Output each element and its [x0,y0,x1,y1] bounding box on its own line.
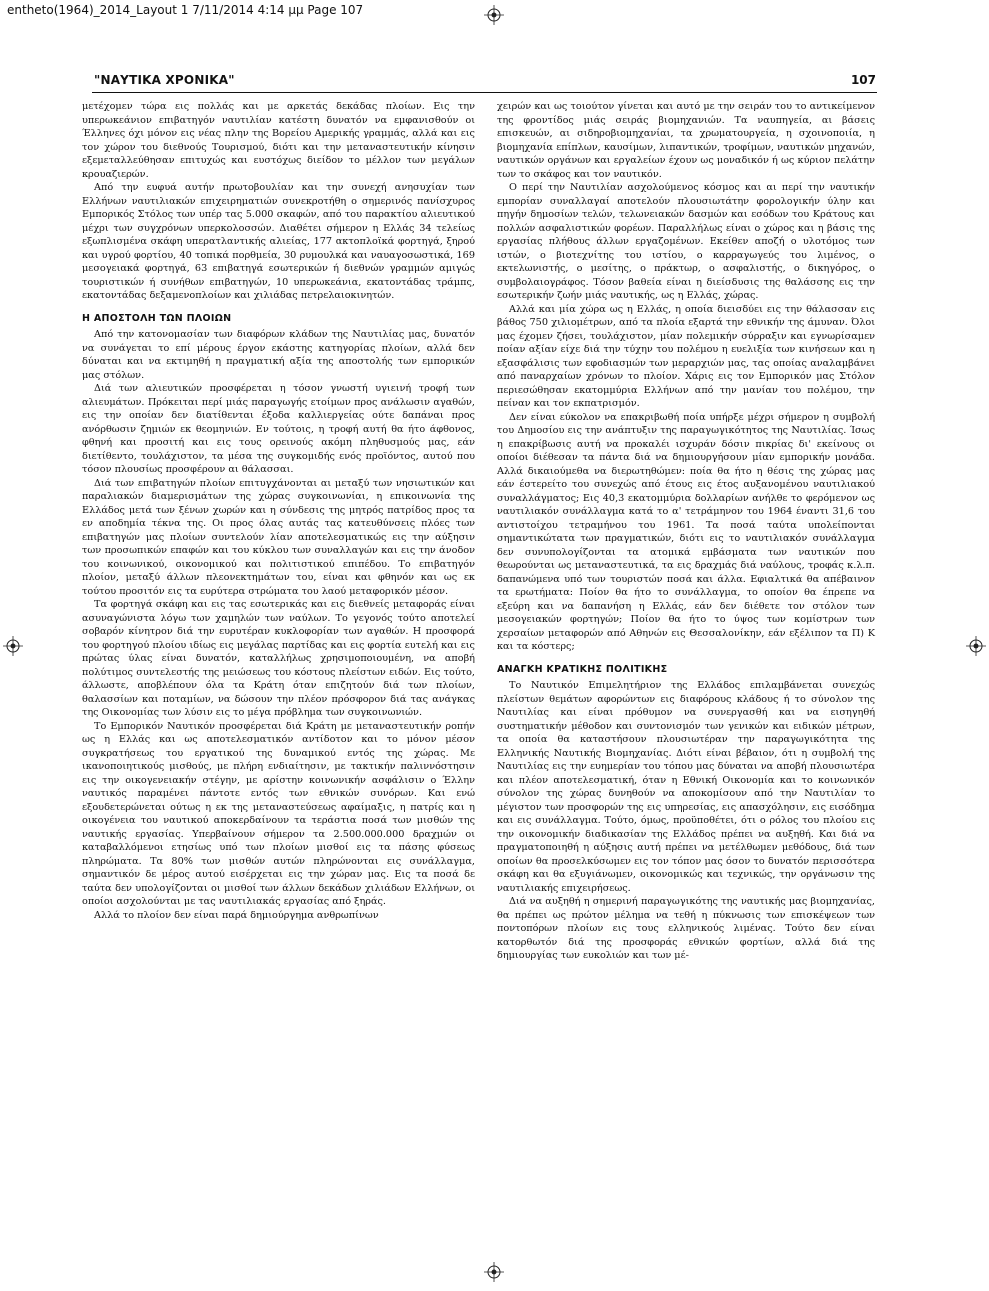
paragraph: Από την ευφυά αυτήν πρωτοβουλίαν και την συνεχή ανησυχίαν των Ελλήνων ναυτιλιακών επιχειρηματιών συνεκροτήθη ο σημερινός πανίσχυρος Εμπορικός Στόλος των υπέρ τας 5.000 σκαφών, από του παρακτίου αλιευτικού μέχρι των συγχρόνων υπερκολοσσών. Διαθέτει σήμερον η Ελλάς 34 τελείως εξωπλισμένα σκάφη υπερατλαντικής αλιείας, 177 ακτοπλοϊκά φορτηγά, ξηρού και υγρού φορτίου, 40 τοπικά πορθμεία, 30 ρυμουλκά και ναυαγοσωστικά, 169 μεσογειακά φορτηγά, 63 επιβατηγά εσωτερικών ή διεθνών γραμμών αμιγώς τουριστικών ή συνήθων επιβατηγών, 10 υπερωκεάνια, εκατοντάδας τράμπς, εκατοντάδας δεξαμενοπλοίων και χιλιάδας πετρελαιοκινητών. [82,182,475,301]
paragraph: Ο περί την Ναυτιλίαν ασχολούμενος κόσμος και αι περί την ναυτικήν εμπορίαν συναλλαγαί αποτελούν πλουσιωτάτην φορολογικήν ύλην και πηγήν δημοσίων τελών, τελωνειακών δασμών και εσόδων του Κράτους και πολλών ασφαλιστικών φορέων. Παραλλήλως είναι ο χώρος και η βάσις της εργασίας πλήθους άλλων εργαζομένων. Εκείθεν αποζή ο υλοτόμος των ιστών, ο βιοτεχνίτης του ιστίου, ο καρραγωγεύς του λιμένος, ο εκτελωνιστής, ο μεσίτης, ο πράκτωρ, ο ασφαλιστής, ο δικηγόρος, ο συμβολαιογράφος. Τόσον βαθεία είναι η διείσδυσις της θαλάσσης εις την εσωτερικήν ζωήν μιάς ναυτικής, ως η Ελλάς, χώρας. [497,182,875,301]
paragraph: Από την κατονομασίαν των διαφόρων κλάδων της Ναυτιλίας μας, δυνατόν να συνάγεται το επί μέρους έργον εκάστης κατηγορίας πλοίων, αλλά δεν δύναται και να εκτιμηθή η πραγματική αξία της αποστολής των εμπορικών μας στόλων. [82,329,475,381]
registration-mark-icon [484,5,504,25]
paragraph: Το Ναυτικόν Επιμελητήριον της Ελλάδος επιλαμβάνεται συνεχώς πλείστων θεμάτων αφορώντων εις διαφόρους κλάδους ή το σύνολον της Ναυτιλίας και είναι πρόθυμον να συνεργασθή και να εισηγηθή συστηματικήν μέθοδον και συντονισμόν των γενικών και ειδικών μέτρων, τα οποία θα καταστήσουν πλουσιωτέραν την παραγωγικότητα της Ελληνικής Ναυτικής Βιομηχανίας. Διότι είναι βέβαιον, ότι η συμβολή της Ναυτιλίας εις την ευημερίαν του τόπου μας δύναται να αποβή πλουσιωτέρα και πλέον αποτελεσματική, όταν η Εθνική Οικονομία και το κοινωνικόν σύνολον της χώρας δυνηθούν να αποκομίσουν από την Ναυτιλίαν το μέγιστον των προσφορών της εις υπηρεσίας, εις απασχόλησιν, εις εισόδημα και εις συνάλλαγμα. Τούτο, όμως, προϋποθέτει, ότι ο ρόλος του πλοίου εις την οικονομικήν διαδικασίαν της Ελλάδος πρέπει να αυξηθή. Και διά να πραγματοποιηθή η αύξησις αυτή πρέπει να μετέλθωμεν μεθόδους, διά των οποίων θα προσελκύσωμεν εις τον τόπον μας όσον το δυνατόν περισσότερα σκάφη και θα εξυγιάνωμεν, οικονομικώς και τεχνικώς, την οργάνωσιν της ναυτιλιακής επιχειρήσεως. [497,680,875,894]
registration-mark-icon [3,636,23,656]
paragraph: Διά των επιβατηγών πλοίων επιτυγχάνονται αι μεταξύ των νησιωτικών και παραλιακών διαμερισμάτων της χώρας συγκοινωνίαι, η επικοινωνία της Ελλάδος μετά των ξένων χωρών και η σύνδεσις της μητρός πατρίδος προς τα εν αποδημία τέκνα της. Οι προς όλας αυτάς τας κατευθύνσεις πλόες των επιβατηγών μας πλοίων συντελούν λίαν αποτελεσματικώς εις την αύξησιν των προσωπικών επαφών και του κύκλου των συναλλαγών και εις την άνοδον του κοινωνικού, οικονομικού και πολιτιστικού επιπέδου. Το επιβατηγόν πλοίον, μεταξύ άλλων πλεονεκτημάτων του, είναι και φθηνόν και ως εκ τούτου προσιτόν εις τα ευρύτερα στρώματα του λαού μεταφορικόν μέσον. [82,477,475,597]
page-number: 107 [850,73,876,87]
paragraph: Το Εμπορικόν Ναυτικόν προσφέρεται διά Κράτη με μεταναστευτικήν ροπήν ως η Ελλάς και ως αποτελεσματικόν αντίδοτον και το μόνον μέσον συγκρατήσεως του εργατικού της δυναμικού εντός της χώρας. Με ικανοποιητικούς μισθούς, με πλήρη ενδιαίτησιν, με τακτικήν παλιννόστησιν εις την οικογενειακήν στέγην, με αρίστην κοινωνικήν ασφάλισιν ο Έλλην ναυτικός παραμένει πάντοτε εντός των εθνικών συνόρων. Και ενώ εξουδετερώνεται ούτως η εκ της μεταναστεύσεως αφαίμαξις, η πατρίς και η οικογένεια του ναυτικού αποκερδαίνουν τα τεράστια ποσά των μισθών της ναυτικής εργασίας. Υπερβαίνουν σήμερον τα 2.500.000.000 δραχμών οι καταβαλλόμενοι ετησίως υπό των πλοίων μισθοί εις τα πάσης φύσεως πληρώματα. Τα 80% των μισθών αυτών πληρώνονται εις συνάλλαγμα, σημαντικόν δε μέρος αυτού εισέρχεται εις την χώραν μας. Εις τα ποσά δε ταύτα δεν υπολογίζονται οι μισθοί των άλλων δεκάδων χιλιάδων Ελλήνων, οι οποίοι ασχολούνται με τας ναυτιλιακάς εργασίας από ξηράς. [82,720,475,907]
registration-mark-icon [484,1262,504,1282]
paragraph: Αλλά και μία χώρα ως η Ελλάς, η οποία διεισδύει εις την θάλασσαν εις βάθος 750 χιλιομέτρων, από τα πλοία εξαρτά την εθνικήν της άμυναν. Όλοι μας έχομεν ζήσει, τουλάχιστον, μίαν πολεμικήν σύρραξιν και εγνωρίσαμεν ποίαν αξίαν είχε διά την τύχην του πολέμου η ευελιξία των κινήσεων και η εξασφάλισις των εφοδιασμών των μεραρχιών μας, τας οποίας αναλαμβάνει από παναρχαίων χρόνων το πλοίον. Χάρις εις τον Εμπορικόν μας Στόλον περιεσώθησαν εκατομμύρια Ελλήνων από την μανίαν του πολέμου, την πείναν και τον εκπατρισμόν. [497,303,875,409]
paragraph: Τα φορτηγά σκάφη και εις τας εσωτερικάς και εις διεθνείς μεταφοράς είναι ασυναγώνιστα λόγω των χαμηλών των ναύλων. Το γεγονός τούτο αποτελεί σοβαρόν κίνητρον διά την ευρυτέραν κυκλοφορίαν των αγαθών. Η προσφορά του φορτηγού πλοίου ιδίως εις μεγάλας παρτίδας και εις φορτία ευτελή και εις πρώτας ύλας είναι δυνατόν, καταλλήλως χρησιμοποιουμένη, να αποβή πολύτιμος συντελεστής της μειώσεως του κόστους πλείστων ειδών. Εις τούτο, άλλωστε, αποβλέπουν όλα τα Κράτη όταν επιζητούν διά των πλοίων, θαλασσίων και ποταμίων, να δώσουν την πλέον πρόσφορον διά τας ανάγκας της Οικονομίας των λύσιν εις το μέγα πρόβλημα των συγκοινωνιών. [82,599,475,718]
header-rule [92,92,877,93]
paragraph: Αλλά το πλοίον δεν είναι παρά δημιούργημα ανθρωπίνων [94,909,379,921]
registration-mark-icon [966,636,986,656]
section-heading: ΑΝΑΓΚΗ ΚΡΑΤΙΚΗΣ ΠΟΛΙΤΙΚΗΣ [497,663,668,675]
right-column [497,100,875,963]
running-head: "ΝΑΥΤΙΚΑ ΧΡΟΝΙΚΑ" [94,73,235,87]
paragraph: Διά των αλιευτικών προσφέρεται η τόσον γνωστή υγιεινή τροφή των αλιευμάτων. Πρόκειται περί μιάς παραγωγής ετοίμων προς ανάλωσιν αγαθών, εις την οποίαν δεν διατίθενται έξοδα καλλιεργείας ούτε δαπάναι προς ανόρθωσιν ζημιών εκ θεομηνιών. Εν τούτοις, η τροφή αυτή θα ήτο άφθονος, φθηνή και προσιτή και εις τους ορεινούς ακόμη πληθυσμούς μας, εάν διετίθεντο, τουλάχιστον, τα μέσα της συγκομιδής ενός προϊόντος, αυτού που τόσον πλουσίως προσφέρουν αι θάλασσαι. [82,383,475,475]
paragraph: Δεν είναι εύκολον να επακριβωθή ποία υπήρξε μέχρι σήμερον η συμβολή του Δημοσίου εις την ανάπτυξιν της παραγωγικότητος της Ναυτιλίας. Ίσως η επακρίβωσις αυτή να προκαλέι ισχυράν δόσιν πικρίας δι' εκείνους οι οποίοι διέθεσαν τα πάντα διά να δημιουργήσουν μίαν εμπορικήν μονάδα. Αλλά δικαιούμεθα να διερωτηθώμεν: ποία θα ήτο η θέσις της χώρας μας εάν έστερείτο του συνεχώς από έτους εις έτος αυξανομένου ναυτιλιακού συναλλάγματος; Εις 40,3 εκατομμύρια δολλαρίων ανήλθε το φερόμενον ως ναυτιλιακόν συνάλλαγμα κατά το α' τετράμηνον του 1964 έναντι 31,6 του αντιστοίχου τετραμήνου του 1961. Τα ποσά ταύτα υπολείπονται σημαντικώτατα των πραγματικών, διότι εις το ναυτιλιακόν συνάλλαγμα δεν συνυπολογίζονται τα ατομικά εμβάσματα των ναυτικών που θεωρούνται ως μεταναστευτικά, τα εις δραχμάς διά ναύλους, τροφάς κ.λ.π. δαπανώμενα υπό των τουριστών ποσά και άλλα. Εφιαλτικά θα απέβαινον τα ερωτήματα: Ποίον θα ήτο το συνάλλαγμα, το οποίον θα έπρεπε να εξεύρη και να δαπανήση η Ελλάς, εάν δεν διέθετε τον στόλον των μεσογειακών φορτηγών; Ποίον θα ήτο το ύψος των κομίστρων των χερσαίων μεταφορών από Αθηνών εις Θεσσαλονίκην, εάν εξέλιπον τα Π) Κ και τα κόστερς; [497,411,875,652]
paragraph: Διά να αυξηθή η σημερινή παραγωγικότης της ναυτικής μας βιομηχανίας, θα πρέπει ως πρώτον μέλημα να τεθή η πύκνωσις των επισκέψεων των ποντοπόρων πλοίων εις τους ελληνικούς λιμένας. Τούτο δεν είναι κατορθωτόν διά της προσφοράς εθνικών φορτίων, αλλά διά της δημιουργίας των ευκολιών και των μέ- [497,896,875,961]
paragraph: χειρών και ως τοιούτον γίνεται και αυτό με την σειράν του το αντικείμενον της φροντίδος μιάς σειράς βιομηχανιών. Τα ναυπηγεία, αι βάσεις επισκευών, αι σιδηροβιομηχανίαι, τα χρωματουργεία, η σχοινοποιία, η βιομηχανία επίπλων, καυσίμων, λιπαντικών, τροφίμων, ναυτικών μηχανών, ναυτικών οργάνων και εργαλείων έχουν ως μοναδικόν ή ως κύριον πελάτην των το σκάφος και τον ναυτικόν. [497,101,875,180]
left-column [82,100,475,922]
section-heading: Η ΑΠΟΣΤΟΛΗ ΤΩΝ ΠΛΟΙΩΝ [82,312,232,324]
paragraph: μετέχομεν τώρα εις πολλάς και με αρκετάς δεκάδας πλοίων. Εις την υπερωκεάνιον επιβατηγόν ναυτιλίαν κατέστη δυνατόν να εμφανισθούν οι Έλληνες όχι μόνον εις νέας πλην της Βορείου Αμερικής γραμμάς, αλλά και εις τον χώρον του διεθνούς Τουρισμού, διότι και την μεταναστευτικήν κίνησιν εξεμεταλλεύθησαν επιτυχώς και ευστόχως διείδον το μέλλον των μεγάλων κρουαζιερών. [82,101,475,180]
print-slug: entheto(1964)_2014_Layout 1 7/11/2014 4:14 μμ Page 107 [7,3,364,17]
